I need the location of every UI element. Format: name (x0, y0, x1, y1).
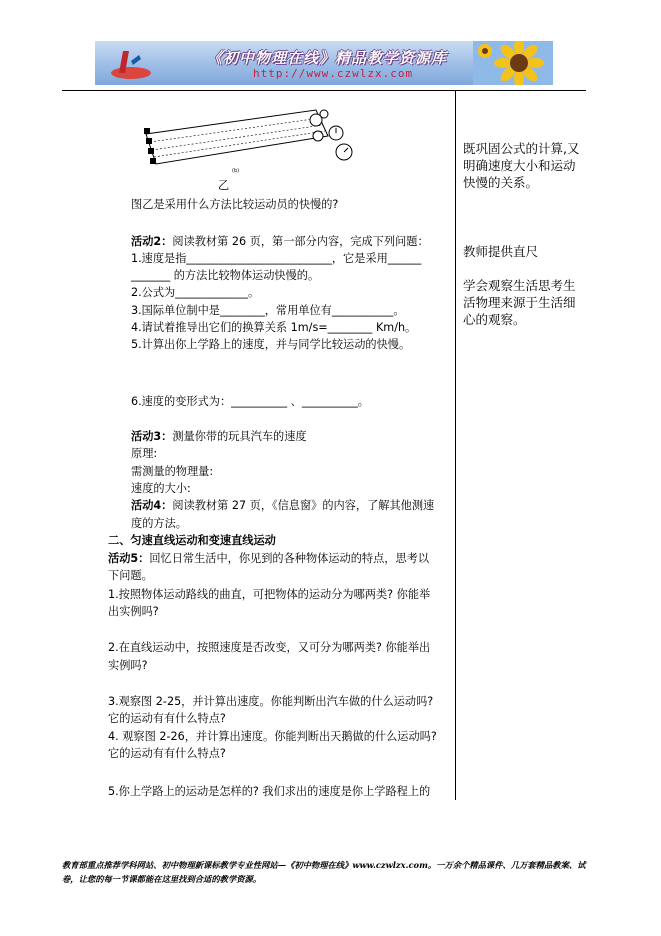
activity-5-cont: 下问题。 (108, 569, 153, 582)
activity-5-q5: 5.你上学路上的运动是怎样的? 我们求出的速度是你上学路程上的 (108, 785, 431, 798)
column-divider (455, 90, 456, 800)
activity-5-q2: 2.在直线运动中，按照速度是否改变，又可分为哪两类? 你能举出 (108, 641, 431, 654)
activity-2-item-3: 3.国际单位制中是________，常用单位有___________。 (131, 304, 405, 317)
activity-2-item-6: 6.速度的变形式为：__________ 、__________。 (131, 395, 369, 408)
figure-caption: 乙 (218, 179, 230, 192)
activity-2-item-2: 2.公式为_____________。 (131, 286, 260, 299)
question-figure: 图乙是采用什么方法比较运动员的快慢的? (131, 198, 339, 211)
activity-3-speed: 速度的大小: (131, 482, 191, 495)
banner-url[interactable]: http://www.czwlzx.com (253, 67, 414, 80)
activity-3-principle: 原理: (131, 447, 158, 460)
activity-2-item-1: 1.速度是指__________________________，它是采用______ (131, 252, 422, 265)
activity-5-q3-cont: 它的运动有有什么特点? (108, 712, 226, 725)
header-divider (62, 90, 586, 91)
activity-2-item-1-cont: _______ 的方法比较物体运动快慢的。 (131, 269, 320, 282)
activity-5-title: 活动5：回忆日常生活中，你见到的各种物体运动的特点，思考以 (108, 552, 430, 565)
side-note-3: 学会观察生活思考生活物理来源于生活细心的观察。 (463, 278, 576, 327)
header-banner (95, 41, 553, 85)
side-note-2: 教师提供直尺 (463, 244, 539, 259)
footer-text: 教育部重点推荐学科网站、初中物理新课标教学专业性网站—《初中物理在线》www.czwlzx.com。一万余个精品课件、几万套精品教案、试卷，让您的每一节课都能在这里找到合适的教学资源。 (62, 860, 586, 884)
banner-title: 《初中物理在线》精品教学资源库 (207, 49, 448, 67)
activity-5-q2-cont: 实例吗? (108, 659, 148, 672)
activity-3-quantities: 需测量的物理量: (131, 465, 214, 478)
side-note-1: 既巩固公式的计算,又明确速度大小和运动快慢的关系。 (463, 141, 580, 190)
activity-4-title: 活动4：阅读教材第 27 页，《信息窗》的内容，了解其他测速 (131, 499, 435, 512)
activity-5-q4-cont: 它的运动有有什么特点? (108, 747, 226, 760)
activity-5-q4: 4. 观察图 2-26，并计算出速度。你能判断出天鹅做的什么运动吗? (108, 730, 437, 743)
figure-tag: (b) (232, 168, 240, 174)
site-logo-icon (109, 47, 153, 81)
activity-5-q1-cont: 出实例吗? (108, 605, 159, 618)
activity-5-q3: 3.观察图 2-25，并计算出速度。你能判断出汽车做的什么运动吗? (108, 695, 434, 708)
activity-5-q1: 1.按照物体运动路线的曲直，可把物体的运动分为哪两类? 你能举 (108, 588, 431, 601)
section-2-heading: 二、匀速直线运动和变速直线运动 (108, 534, 276, 547)
activity-2-item-4: 4.请试着推导出它们的换算关系 1m/s=________ Km/h。 (131, 321, 417, 334)
sunflower-icon (473, 41, 553, 85)
activity-2-title: 活动2：阅读教材第 26 页，第一部分内容，完成下列问题： (131, 235, 429, 248)
activity-4-cont: 度的方法。 (131, 517, 187, 530)
activity-2-item-5: 5.计算出你上学路上的速度，并与同学比较运动的快慢。 (131, 338, 411, 351)
activity-3-title: 活动3：测量你带的玩具汽车的速度 (131, 430, 307, 443)
running-track-figure (138, 106, 358, 176)
